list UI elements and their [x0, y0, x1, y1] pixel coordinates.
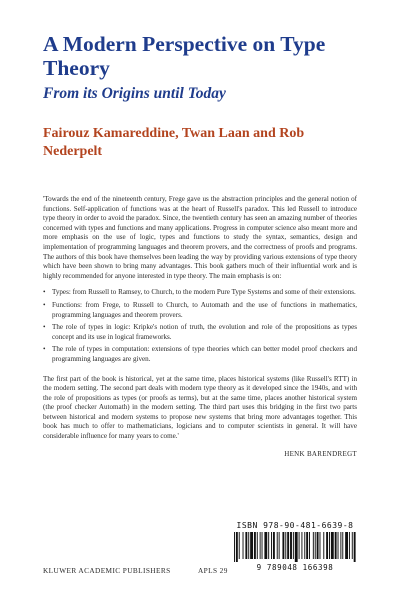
barcode-bar — [293, 532, 294, 559]
barcode-bar — [329, 532, 330, 559]
blurb-bullet: • Functions: from Frege, to Russell to Church, to Automath and the use of functions in mathematics, programming languages and theorem provers. — [43, 301, 357, 320]
barcode-bar — [323, 532, 324, 559]
barcode-bar — [248, 532, 249, 559]
barcode-bar — [273, 532, 275, 559]
blurb-bullet: • The role of types in logic: Kripke's notion of truth, the evolution and role of the propositions as types concept and its use in logical frameworks. — [43, 323, 357, 342]
barcode-bar — [245, 532, 247, 559]
barcode-bar — [315, 532, 316, 559]
blurb-bullet: • Types: from Russell to Ramsey, to Church, to the modern Pure Type Systems and some of their extensions. — [43, 288, 357, 298]
book-subtitle: From its Origins until Today — [43, 85, 226, 102]
blurb-bullet-list — [43, 288, 357, 364]
barcode-bar — [254, 532, 256, 559]
barcode-bar — [299, 532, 300, 559]
blurb-closing: The first part of the book is historical, yet at the same time, places historical systems (like Russell's RTT) in the modern setting. The second part deals with modern type theory as it developed since the 1940s, and with the role of propositions as types (or proofs as terms), but at the same time, places another historical system (the proof checker Automath) in the modern setting. The third part uses this bridging in the first two parts between historical and modern systems to propose new systems that bring more advantages together. This book has much to offer to mathematicians, logicians and to computer scientists in general. It will have considerable influence for many years to come.' — [43, 374, 357, 441]
barcode-bar — [287, 532, 289, 559]
barcode-bar — [277, 532, 278, 559]
barcode-bar — [279, 532, 280, 559]
barcode-bar — [243, 532, 244, 559]
barcode-bar — [257, 532, 258, 559]
barcode-image — [232, 532, 358, 562]
barcode-bar — [282, 532, 284, 559]
barcode-bar — [239, 532, 240, 559]
barcode-bar — [320, 532, 321, 559]
blurb-bullet: • The role of types in computation: extensions of type theories which can better model proof checkers and programming languages are given. — [43, 345, 357, 364]
barcode-bar — [331, 532, 334, 559]
barcode-bar — [301, 532, 302, 559]
barcode-bar — [264, 532, 267, 559]
barcode-bar — [340, 532, 341, 559]
publisher-name: KLUWER ACADEMIC PUBLISHERS — [43, 566, 171, 575]
barcode-bar — [285, 532, 286, 559]
series-number: APLS 29 — [198, 566, 228, 575]
barcode-bar — [290, 532, 292, 559]
barcode-bar — [317, 532, 319, 559]
barcode-bar — [345, 532, 348, 559]
barcode-bar — [326, 532, 328, 559]
barcode-bar — [268, 532, 269, 559]
barcode-bar — [338, 532, 339, 559]
barcode-bar — [262, 532, 263, 559]
barcode-bar — [260, 532, 261, 559]
barcode-bar — [304, 532, 305, 559]
barcode-bar — [306, 532, 308, 559]
endorsement-signature: HENK BARENDREGT — [284, 449, 357, 458]
barcode-bar — [352, 532, 353, 559]
barcode-bar — [236, 532, 238, 562]
barcode-bar — [295, 532, 298, 562]
barcode-bar — [250, 532, 253, 559]
barcode-number: 9 789048 166398 — [256, 563, 334, 572]
book-title: A Modern Perspective on Type Theory — [43, 32, 326, 80]
barcode-block — [232, 521, 358, 572]
blurb-intro: 'Towards the end of the nineteenth century, Frege gave us the abstraction principles and the general notion of functions. Self-application of functions was at the heart of Russell's paradox. This led Russell to introduce type theory in order to avoid the paradox. Since, the twentieth century has seen an amazing number of theories concerned with types and functions and many applications. Progress in computer science also meant more and more emphasis on the use of logic, types and functions to study the syntax, semantics, design and implementation of programming languages and theorem provers, and the correctness of proofs and programs. The authors of this book have themselves been leading the way by providing various extensions of type theory which have been shown to bring many advantages. This book gathers much of their influential work and is highly recommended for anyone interested in type theory. The main emphasis is on: — [43, 195, 357, 280]
book-authors: Fairouz Kamareddine, Twan Laan and Rob Nederpelt — [43, 126, 305, 159]
isbn-label: ISBN 978-90-481-6639-8 — [236, 521, 354, 530]
barcode-bar — [271, 532, 272, 559]
barcode-bar — [313, 532, 314, 559]
barcode-bar — [349, 532, 350, 559]
barcode-bar — [335, 532, 337, 559]
barcode-bar — [354, 532, 356, 562]
barcode-bar — [342, 532, 343, 559]
barcode-bar — [234, 532, 235, 562]
barcode-bar — [309, 532, 310, 559]
